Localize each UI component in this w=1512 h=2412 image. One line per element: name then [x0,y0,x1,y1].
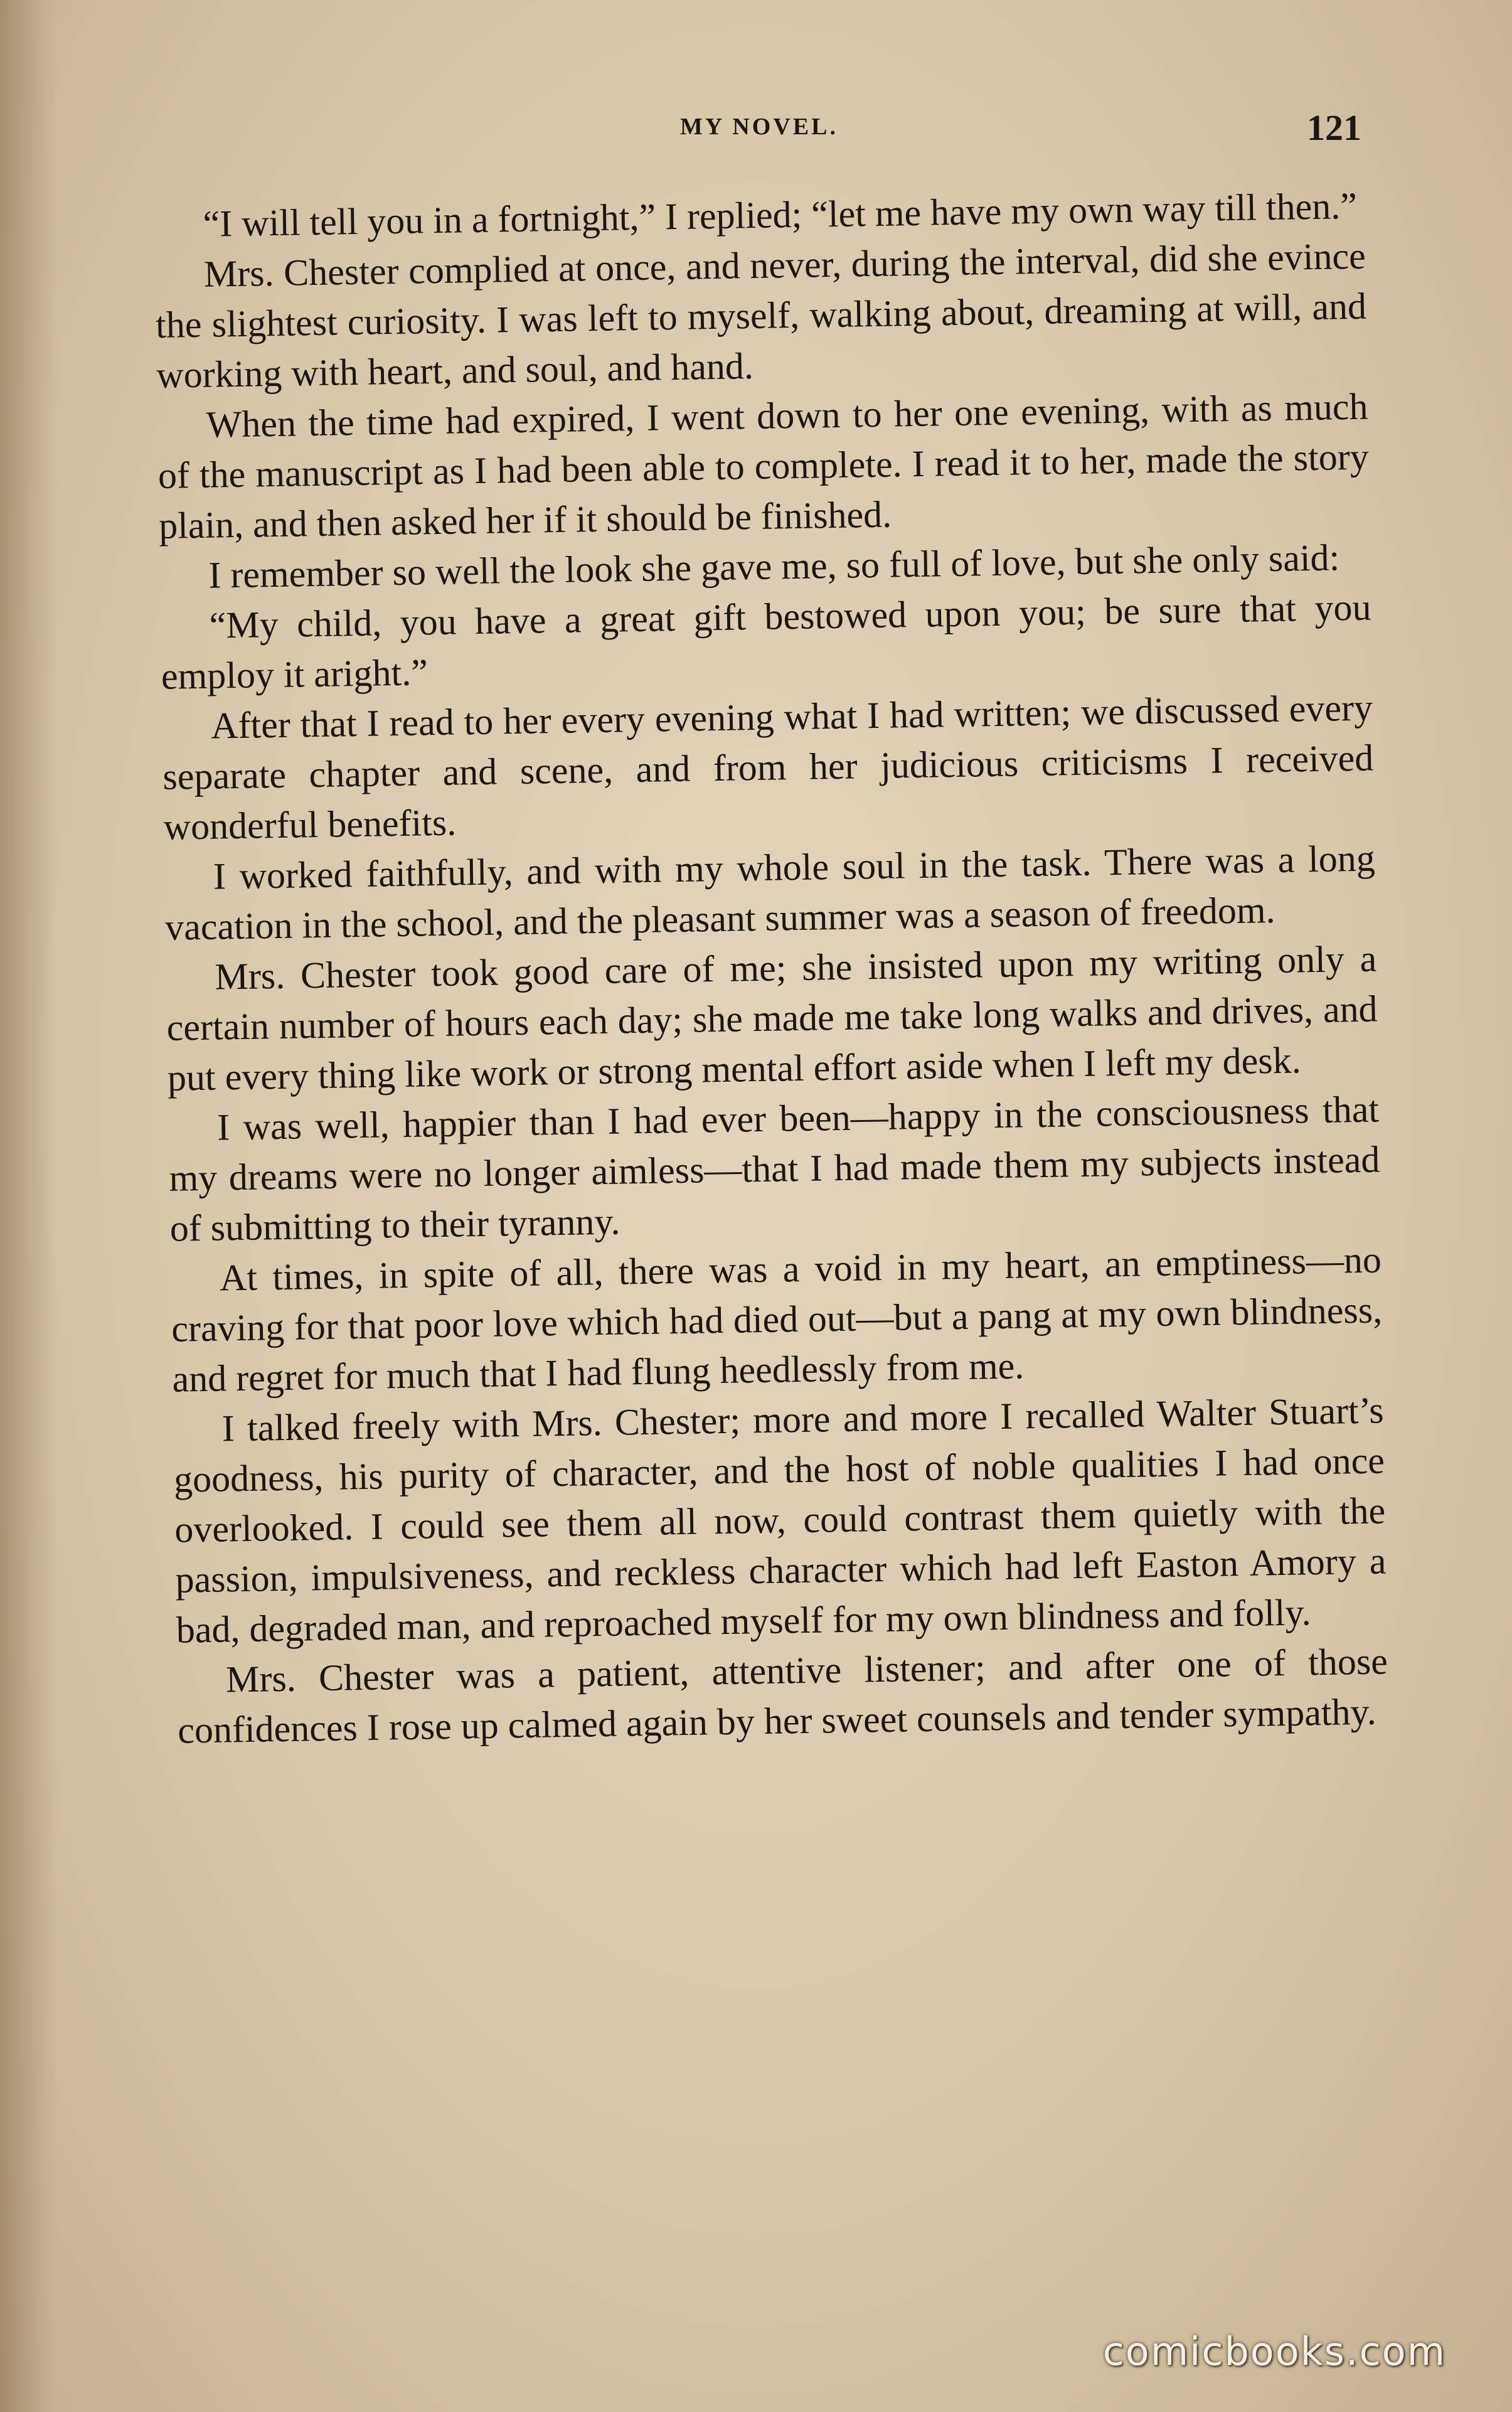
paragraph: I talked freely with Mrs. Chester; more and more I recalled Walter Stuart’s goodness, his purity of character, and the host of noble qualities I had once overlooked. I could see them all now, could contrast them quietly with the passion, impulsiveness, and reckless character which had left Easton Amory a bad, degraded man, and reproached myself for my own blindness and folly. [173,1389,1387,1651]
gutter-shadow [0,0,56,2412]
paragraph: I worked faithfully, and with my whole soul in the task. There was a long vacation in the school, and the pleasant summer was a season of freedom. [164,837,1376,948]
paragraph: When the time had expired, I went down to her one evening, with as much of the manuscript as I had been able to complete. I read it to her, made the story plain, and then asked her if it should be finished. [157,385,1370,547]
paragraph: After that I read to her every evening what I had written; we discussed every separate chapter and scene, and from her judicious criticisms I received wonderful benefits. [162,686,1374,848]
watermark: comicbooks.com [1102,2329,1446,2374]
body-text [154,181,1389,1756]
running-head: MY NOVEL. [679,114,839,140]
paragraph: I remember so well the look she gave me, so full of love, but she only said: [208,536,1340,596]
paragraph: Mrs. Chester complied at once, and never, during the interval, did she evince the slightest curiosity. I was left to myself, walking about, dreaming at will, and working with heart, and soul, and hand. [155,235,1367,396]
page-header [151,94,1368,169]
paragraph: Mrs. Chester was a patient, attentive listener; and after one of those confidences I rose up calmed again by her sweet counsels and tender sympathy. [177,1640,1388,1751]
paragraph: “I will tell you in a fortnight,” I replied; “let me have my own way till then.” [203,184,1358,245]
paragraph: “My child, you have a great gift bestowed upon you; be sure that you employ it aright.” [161,586,1371,697]
paragraph: Mrs. Chester took good care of me; she insisted upon my writing only a certain number of hours each day; she made me take long walks and drives, and put every thing like work or strong mental effort aside when I left my desk. [166,937,1378,1099]
paragraph: I was well, happier than I had ever been—happy in the consciousness that my dreams were no longer aimless—that I had made them my subjects instead of submitting to their tyranny. [168,1088,1380,1249]
paragraph: At times, in spite of all, there was a void in my heart, an emptiness—no craving for that poor love which had died out—but a pang at my own blindness, and regret for much that I had flung heedlessly from me. [171,1239,1383,1400]
page-number: 121 [1307,107,1361,148]
